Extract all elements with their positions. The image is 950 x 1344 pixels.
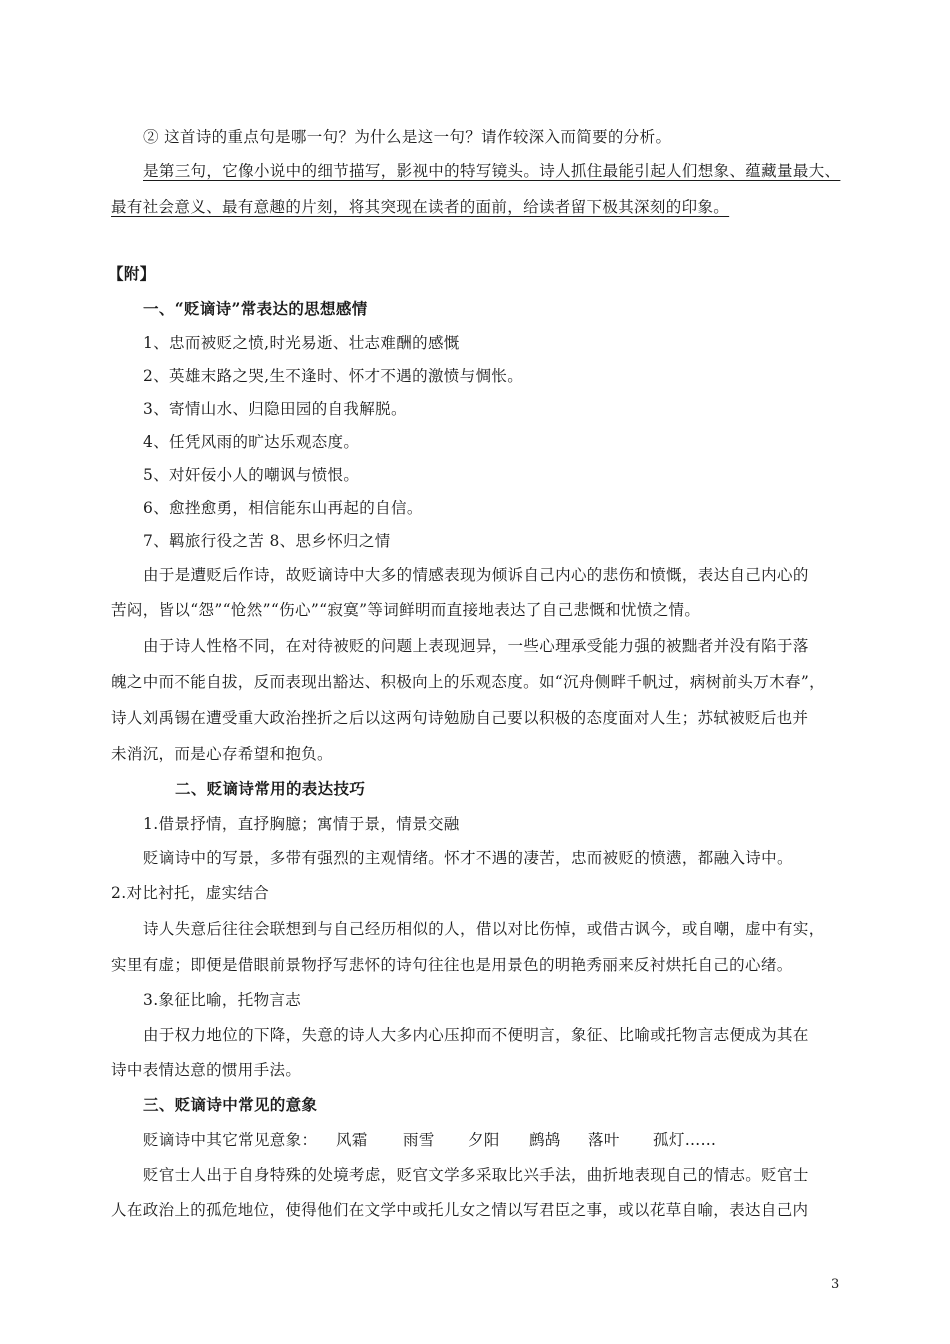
imagery-item-5: 落叶 [588,1131,620,1149]
section1-para1-line2: 苦闷，皆以“怨”“怆然”“伤心”“寂寞”等词鲜明而直接地表达了自己悲慨和忧愤之情。 [111,601,701,619]
section1-heading: 一、“贬谪诗”常表达的思想感情 [143,299,368,318]
imagery-item-2: 雨雪 [403,1131,435,1149]
section3-para-line1: 贬官士人出于自身特殊的处境考虑，贬官文学多采取比兴手法，曲折地表现自己的情志。贬官士 [143,1166,809,1184]
emotion-item-7: 7、羁旅行役之苦 8、思乡怀归之情 [143,532,391,550]
section1-para2-line3: 诗人刘禹锡在遭受重大政治挫折之后以这两句诗勉励自己要以积极的态度面对人生；苏轼被贬后也并 [111,709,809,727]
answer-line-2: 最有社会意义、最有意趣的片刻，将其突现在读者的面前，给读者留下极其深刻的印象。 [111,198,730,216]
technique-2-text-line1: 诗人失意后往往会联想到与自己经历相似的人，借以对比伤悼，或借古讽今，或自嘲，虚中有实， [143,920,825,938]
emotion-item-6: 6、愈挫愈勇，相信能东山再起的自信。 [143,499,423,517]
section1-para2-line1: 由于诗人性格不同，在对待被贬的问题上表现迥异，一些心理承受能力强的被黜者并没有陷于落 [143,637,809,655]
page-number: 3 [831,1277,840,1292]
emotion-item-1: 1、忠而被贬之愤,时光易逝、壮志难酬的感慨 [143,334,460,352]
technique-1-title: 1.借景抒情，直抒胸臆；寓情于景，情景交融 [143,815,460,833]
question-text: ② 这首诗的重点句是哪一句？为什么是这一句？请作较深入而简要的分析。 [143,128,672,146]
section3-heading: 三、贬谪诗中常见的意象 [143,1095,318,1114]
technique-2-text-line2: 实里有虚；即便是借眼前景物抒写悲怀的诗句往往也是用景色的明艳秀丽来反衬烘托自己的心绪。 [111,956,793,974]
technique-3-text-line1: 由于权力地位的下降，失意的诗人大多内心压抑而不便明言，象征、比喻或托物言志便成为其在 [143,1026,809,1044]
technique-3-title: 3.象征比喻，托物言志 [143,991,302,1009]
section3-para-line2: 人在政治上的孤危地位，使得他们在文学中或托儿女之情以写君臣之事，或以花草自喻，表达自己内 [111,1201,809,1219]
technique-2-title: 2.对比衬托，虚实结合 [111,884,270,902]
imagery-item-4: 鹧鸪 [529,1131,561,1149]
answer-line-1: 是第三句，它像小说中的细节描写，影视中的特写镜头。诗人抓住最能引起人们想象、蕴藏量最大、 [143,162,841,180]
section1-para1-line1: 由于是遭贬后作诗，故贬谪诗中大多的情感表现为倾诉自己内心的悲伤和愤慨，表达自己内心的 [143,566,809,584]
imagery-item-3: 夕阳 [468,1131,500,1149]
section1-para2-line4: 未消沉，而是心存希望和抱负。 [111,745,333,763]
technique-1-text: 贬谪诗中的写景，多带有强烈的主观情绪。怀才不遇的凄苦，忠而被贬的愤懑，都融入诗中。 [143,849,793,867]
technique-3-text-line2: 诗中表情达意的惯用手法。 [111,1061,302,1079]
appendix-title: 【附】 [108,264,156,283]
emotion-item-3: 3、寄情山水、归隐田园的自我解脱。 [143,400,407,418]
imagery-item-6: 孤灯…… [653,1131,717,1149]
imagery-label: 贬谪诗中其它常见意象： [143,1131,318,1149]
emotion-item-4: 4、任凭风雨的旷达乐观态度。 [143,433,360,451]
section2-heading: 二、贬谪诗常用的表达技巧 [175,779,366,798]
emotion-item-2: 2、英雄末路之哭,生不逢时、怀才不遇的激愤与惆怅。 [143,367,524,385]
imagery-item-1: 风霜 [336,1131,368,1149]
section1-para2-line2: 魄之中而不能自拔，反而表现出豁达、积极向上的乐观态度。如“沉舟侧畔千帆过，病树前头万木春”， [111,673,825,691]
emotion-item-5: 5、对奸佞小人的嘲讽与愤恨。 [143,466,360,484]
